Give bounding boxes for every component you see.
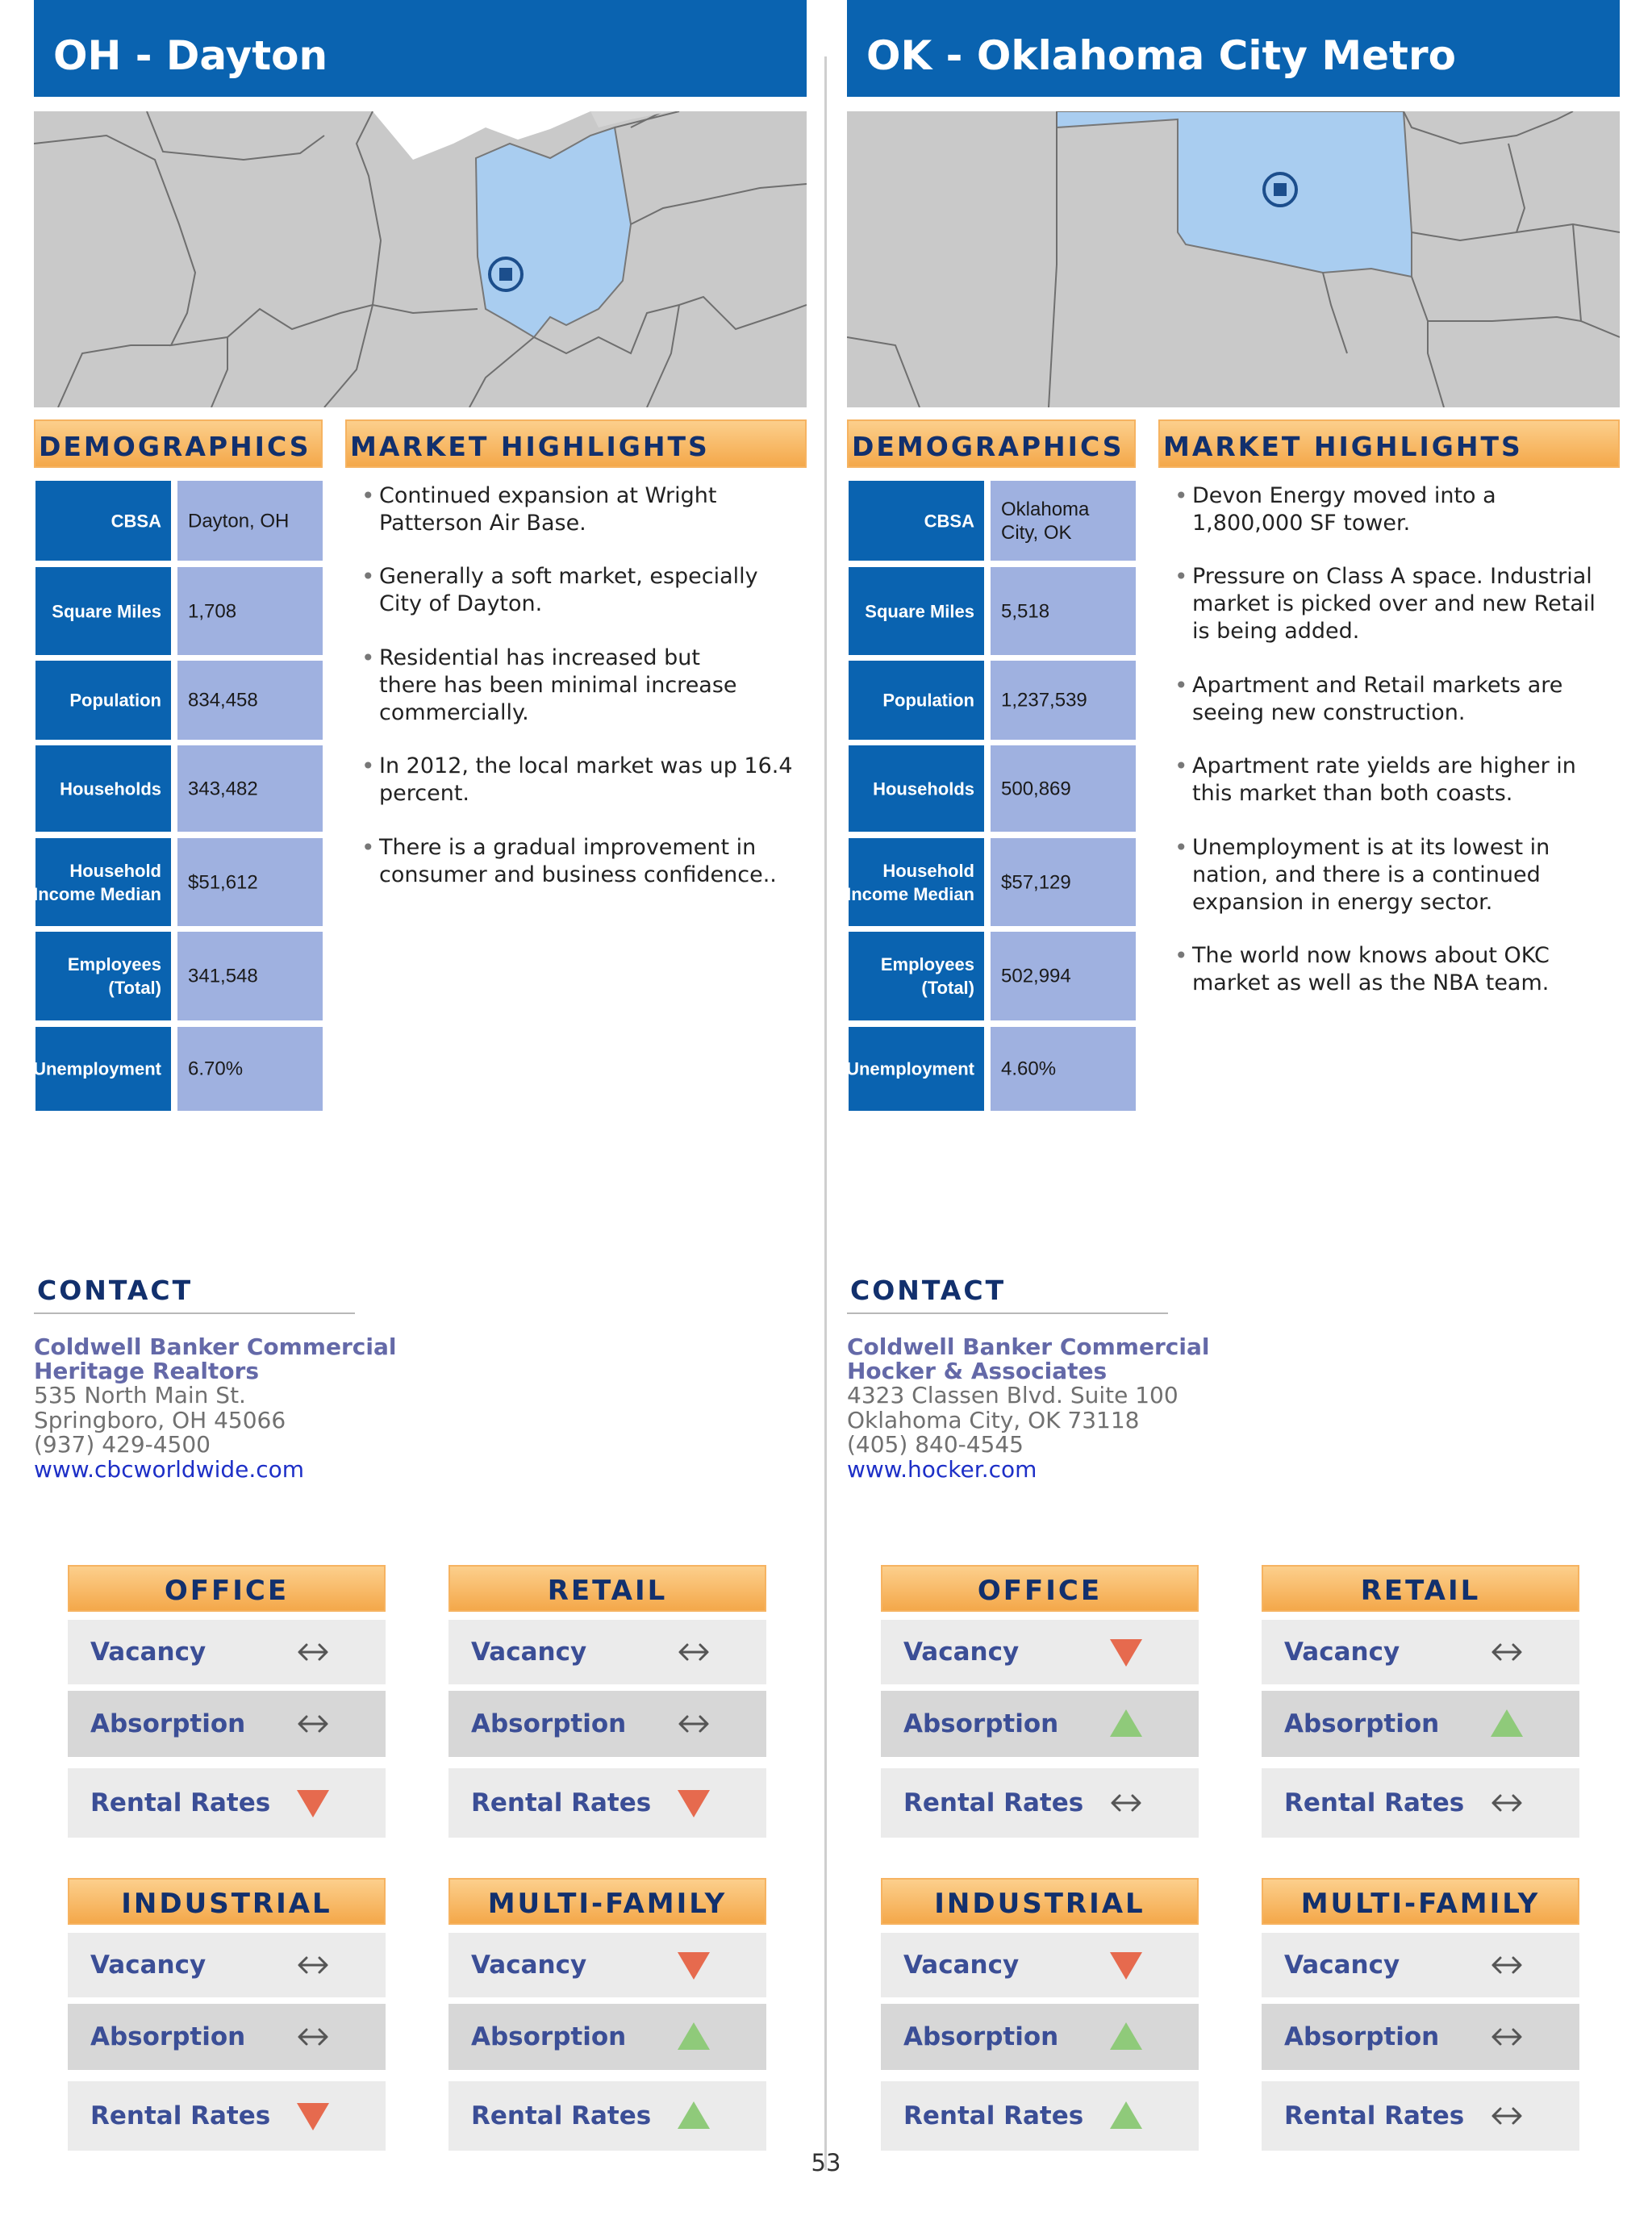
market-title: OH - Dayton (53, 32, 328, 79)
demographic-label-cell (35, 745, 171, 832)
sector-office (881, 1565, 1199, 1839)
trend-flat-icon (1489, 1634, 1525, 1670)
sector-office (68, 1565, 386, 1839)
demographic-label: Unemployment (33, 1058, 161, 1079)
demographic-value: $57,129 (1001, 871, 1071, 893)
trend-flat-icon (676, 1706, 711, 1742)
sector-retail (1262, 1565, 1579, 1839)
bullet-icon: • (361, 482, 375, 509)
market-highlight-text: Residential has increased but there has been minimal increase commercially. (379, 645, 737, 725)
sector-row-vacancy (68, 1933, 386, 1997)
trend-down-icon (295, 1785, 331, 1821)
sector-metric-label: Vacancy (90, 1638, 206, 1667)
market-highlight-text: Apartment rate yields are higher in this market than both coasts. (1192, 753, 1576, 806)
sector-metric-label: Absorption (903, 1709, 1059, 1738)
sector-title: OFFICE (164, 1575, 290, 1607)
demographic-label-cell (846, 838, 984, 926)
demographic-value: 6.70% (188, 1058, 244, 1080)
demographic-value: 1,708 (188, 600, 237, 622)
contact-website-link[interactable]: www.hocker.com (847, 1456, 1037, 1483)
demographic-label: Population (69, 690, 161, 711)
bullet-icon: • (361, 563, 375, 590)
demographic-value: 343,482 (188, 778, 258, 799)
demographic-row-households (34, 745, 323, 832)
trend-flat-icon (295, 2019, 331, 2055)
trend-flat-icon (295, 1947, 331, 1983)
sector-metric-label: Absorption (1284, 1709, 1440, 1738)
trend-up-icon (1108, 2098, 1144, 2134)
demographics-header (34, 419, 323, 468)
trend-up-icon (676, 2019, 711, 2055)
trend-flat-icon (1489, 2019, 1525, 2055)
contact-address-line2: Oklahoma City, OK 73118 (847, 1407, 1140, 1433)
contact-title: CONTACT (850, 1275, 1007, 1306)
demographic-row-unemployment (847, 1027, 1136, 1111)
trend-down-icon (676, 1785, 711, 1821)
demographic-label-cell (35, 481, 171, 561)
contact-address-line2: Springboro, OH 45066 (34, 1407, 286, 1433)
demographic-value-cell (991, 932, 1136, 1020)
contact-address-line1: 535 North Main St. (34, 1382, 246, 1408)
demographic-label: Households (60, 778, 161, 799)
bullet-icon: • (361, 834, 375, 861)
bullet-icon: • (1174, 672, 1188, 699)
sector-title: MULTI-FAMILY (1300, 1888, 1541, 1920)
market-highlight-text: The world now knows about OKC market as well as the NBA team. (1192, 943, 1550, 995)
demographic-label: CBSA (924, 511, 974, 531)
sector-metric-label: Vacancy (90, 1951, 206, 1980)
demographic-row-cbsa (34, 481, 323, 561)
sector-title: OFFICE (977, 1575, 1103, 1607)
demographic-label: Household Income Median (846, 860, 974, 904)
sector-row-vacancy (1262, 1620, 1579, 1684)
sector-metric-label: Vacancy (903, 1951, 1020, 1980)
demographic-row-square-miles (847, 567, 1136, 655)
demographic-value-cell (177, 1027, 323, 1111)
sector-metric-label: Absorption (471, 1709, 627, 1738)
demographic-value: 341,548 (188, 965, 258, 987)
contact-phone: (937) 429-4500 (34, 1431, 211, 1458)
demographic-row-unemployment (34, 1027, 323, 1111)
demographic-value: 834,458 (188, 689, 258, 711)
bullet-icon: • (1174, 563, 1188, 590)
sector-header (448, 1878, 766, 1925)
demographic-value-cell (991, 838, 1136, 926)
sector-title: RETAIL (547, 1575, 668, 1607)
sector-header (881, 1878, 1199, 1925)
sector-row-rental-rates (68, 2081, 386, 2151)
sector-metric-label: Rental Rates (903, 2101, 1084, 2130)
contact-divider (847, 1312, 1168, 1314)
column-divider (824, 56, 827, 2170)
sector-row-absorption (448, 2004, 766, 2070)
sector-industrial (881, 1878, 1199, 2152)
demographic-value-cell (177, 932, 323, 1020)
market-highlight-text: Generally a soft market, especially City of Dayton. (379, 564, 758, 616)
sector-row-absorption (448, 1691, 766, 1757)
contact-website-link[interactable]: www.cbcworldwide.com (34, 1456, 305, 1483)
demographic-value: 500,869 (1001, 778, 1071, 799)
sector-row-vacancy (448, 1933, 766, 1997)
sector-header (881, 1565, 1199, 1612)
market-title-bar (847, 0, 1620, 97)
trend-flat-icon (295, 1706, 331, 1742)
demographic-row-households (847, 745, 1136, 832)
sector-row-rental-rates (881, 1768, 1199, 1838)
sector-metric-label: Absorption (903, 2022, 1059, 2051)
trend-up-icon (1489, 1706, 1525, 1742)
market-highlights-title: MARKET HIGHLIGHTS (350, 431, 710, 462)
market-highlights-title: MARKET HIGHLIGHTS (1163, 431, 1523, 462)
demographic-label-cell (35, 661, 171, 740)
demographic-value: Dayton, OH (188, 510, 290, 532)
state-map (847, 111, 1620, 407)
contact-title: CONTACT (37, 1275, 194, 1306)
demographic-label: Household Income Median (33, 860, 161, 904)
sector-metric-label: Vacancy (1284, 1951, 1400, 1980)
sector-row-absorption (1262, 2004, 1579, 2070)
market-title-bar (34, 0, 807, 97)
market-dayton (34, 0, 807, 2220)
market-title: OK - Oklahoma City Metro (866, 32, 1456, 79)
sector-row-vacancy (448, 1620, 766, 1684)
demographic-row-household-income-median (847, 838, 1136, 926)
demographic-label: Employees (Total) (880, 954, 974, 998)
sector-metric-label: Vacancy (903, 1638, 1020, 1667)
sector-row-absorption (68, 1691, 386, 1757)
trend-down-icon (295, 2098, 331, 2134)
sector-row-rental-rates (448, 1768, 766, 1838)
sector-row-absorption (881, 1691, 1199, 1757)
demographics-header (847, 419, 1136, 468)
sector-row-rental-rates (68, 1768, 386, 1838)
trend-down-icon (676, 1947, 711, 1983)
sector-metric-label: Rental Rates (1284, 1788, 1465, 1817)
demographic-row-employees-total (34, 932, 323, 1020)
market-highlight-text: Pressure on Class A space. Industrial market is picked over and new Retail is being added. (1192, 564, 1596, 644)
sector-row-vacancy (881, 1933, 1199, 1997)
sector-multi-family (448, 1878, 766, 2152)
demographic-value-cell (991, 567, 1136, 655)
market-highlight-text: There is a gradual improvement in consumer and business confidence.. (379, 835, 777, 887)
market-highlight-text: Unemployment is at its lowest in nation, and there is a continued expansion in energy sector. (1192, 835, 1550, 915)
sector-metric-label: Vacancy (471, 1951, 587, 1980)
trend-down-icon (1108, 1947, 1144, 1983)
demographic-label: Unemployment (846, 1058, 974, 1079)
trend-up-icon (1108, 2019, 1144, 2055)
bullet-icon: • (361, 753, 375, 779)
demographic-row-cbsa (847, 481, 1136, 561)
sector-row-rental-rates (881, 2081, 1199, 2151)
trend-flat-icon (1108, 1785, 1144, 1821)
sector-metric-label: Absorption (1284, 2022, 1440, 2051)
sector-row-absorption (881, 2004, 1199, 2070)
demographics-title: DEMOGRAPHICS (852, 431, 1124, 462)
contact-divider (34, 1312, 355, 1314)
bullet-icon: • (1174, 834, 1188, 861)
sector-metric-label: Vacancy (471, 1638, 587, 1667)
demographic-label: CBSA (111, 511, 161, 531)
trend-up-icon (676, 2098, 711, 2134)
demographic-label-cell (849, 481, 984, 561)
market-highlight-text: In 2012, the local market was up 16.4 percent. (379, 753, 793, 806)
sector-row-rental-rates (1262, 2081, 1579, 2151)
demographic-label: Employees (Total) (67, 954, 161, 998)
trend-flat-icon (1489, 2098, 1525, 2134)
demographic-value-cell (177, 661, 323, 740)
bullet-icon: • (1174, 942, 1188, 969)
page-number: 53 (811, 2149, 841, 2176)
demographic-row-household-income-median (34, 838, 323, 926)
demographic-value: 5,518 (1001, 600, 1050, 622)
trend-flat-icon (295, 1634, 331, 1670)
contact-phone: (405) 840-4545 (847, 1431, 1024, 1458)
bullet-icon: • (1174, 753, 1188, 779)
contact-firm-name: Coldwell Banker Commercial (34, 1333, 397, 1360)
contact-firm-name: Coldwell Banker Commercial (847, 1333, 1210, 1360)
sector-metric-label: Vacancy (1284, 1638, 1400, 1667)
demographic-value-cell (177, 745, 323, 832)
market-highlight-text: Continued expansion at Wright Patterson Air Base. (379, 483, 717, 536)
market-highlights-header (345, 419, 807, 468)
market-highlight-text: Apartment and Retail markets are seeing new construction. (1192, 673, 1563, 725)
sector-header (1262, 1565, 1579, 1612)
demographic-label-cell (849, 932, 984, 1020)
trend-flat-icon (1489, 1947, 1525, 1983)
contact-address-line1: 4323 Classen Blvd. Suite 100 (847, 1382, 1179, 1408)
demographic-value-cell (991, 1027, 1136, 1111)
trend-flat-icon (1489, 1785, 1525, 1821)
market-oklahoma-city (847, 0, 1620, 2220)
demographic-label: Population (882, 690, 974, 711)
sector-title: INDUSTRIAL (121, 1888, 332, 1920)
demographic-label: Square Miles (52, 601, 161, 621)
sector-metric-label: Rental Rates (90, 2101, 271, 2130)
state-map (34, 111, 807, 407)
sector-row-absorption (1262, 1691, 1579, 1757)
demographic-label: Households (873, 778, 974, 799)
demographic-label-cell (35, 567, 171, 655)
demographic-label-cell (849, 745, 984, 832)
sector-retail (448, 1565, 766, 1839)
demographic-value-cell (177, 567, 323, 655)
contact-firm-office: Heritage Realtors (34, 1358, 260, 1384)
demographic-value: 1,237,539 (1001, 689, 1087, 711)
demographic-row-population (847, 661, 1136, 740)
demographic-value-cell (991, 661, 1136, 740)
market-highlight-text: Devon Energy moved into a 1,800,000 SF tower. (1192, 483, 1496, 536)
demographics-title: DEMOGRAPHICS (39, 431, 311, 462)
demographic-value: 502,994 (1001, 965, 1071, 987)
demographic-label: Square Miles (865, 601, 974, 621)
contact-firm-office: Hocker & Associates (847, 1358, 1108, 1384)
sector-header (68, 1878, 386, 1925)
sector-row-vacancy (881, 1620, 1199, 1684)
demographic-value-cell (991, 745, 1136, 832)
demographic-value: $51,612 (188, 871, 258, 893)
trend-down-icon (1108, 1634, 1144, 1670)
demographic-label-cell (849, 661, 984, 740)
trend-flat-icon (676, 1634, 711, 1670)
sector-header (1262, 1878, 1579, 1925)
demographic-value: 4.60% (1001, 1058, 1057, 1080)
demographic-value-cell (991, 481, 1136, 561)
trend-up-icon (1108, 1706, 1144, 1742)
sector-metric-label: Absorption (90, 2022, 246, 2051)
market-highlights-header (1158, 419, 1620, 468)
sector-header (448, 1565, 766, 1612)
demographic-row-population (34, 661, 323, 740)
sector-row-rental-rates (1262, 1768, 1579, 1838)
demographic-label-cell (846, 1027, 984, 1111)
demographic-row-square-miles (34, 567, 323, 655)
sector-row-vacancy (1262, 1933, 1579, 1997)
demographic-label-cell (35, 1027, 171, 1111)
sector-header (68, 1565, 386, 1612)
sector-metric-label: Rental Rates (1284, 2101, 1465, 2130)
sector-multi-family (1262, 1878, 1579, 2152)
sector-metric-label: Absorption (90, 1709, 246, 1738)
demographic-row-employees-total (847, 932, 1136, 1020)
sector-title: INDUSTRIAL (934, 1888, 1145, 1920)
sector-row-rental-rates (448, 2081, 766, 2151)
sector-row-absorption (68, 2004, 386, 2070)
bullet-icon: • (361, 645, 375, 671)
sector-metric-label: Rental Rates (903, 1788, 1084, 1817)
sector-metric-label: Absorption (471, 2022, 627, 2051)
demographic-value-cell (177, 838, 323, 926)
demographic-label-cell (35, 932, 171, 1020)
sector-metric-label: Rental Rates (90, 1788, 271, 1817)
demographic-label-cell (35, 838, 171, 926)
bullet-icon: • (1174, 482, 1188, 509)
sector-title: RETAIL (1360, 1575, 1481, 1607)
sector-metric-label: Rental Rates (471, 1788, 652, 1817)
demographic-label-cell (849, 567, 984, 655)
sector-metric-label: Rental Rates (471, 2101, 652, 2130)
sector-industrial (68, 1878, 386, 2152)
sector-title: MULTI-FAMILY (487, 1888, 728, 1920)
demographic-value: Oklahoma City, OK (1001, 498, 1090, 544)
sector-row-vacancy (68, 1620, 386, 1684)
demographic-value-cell (177, 481, 323, 561)
